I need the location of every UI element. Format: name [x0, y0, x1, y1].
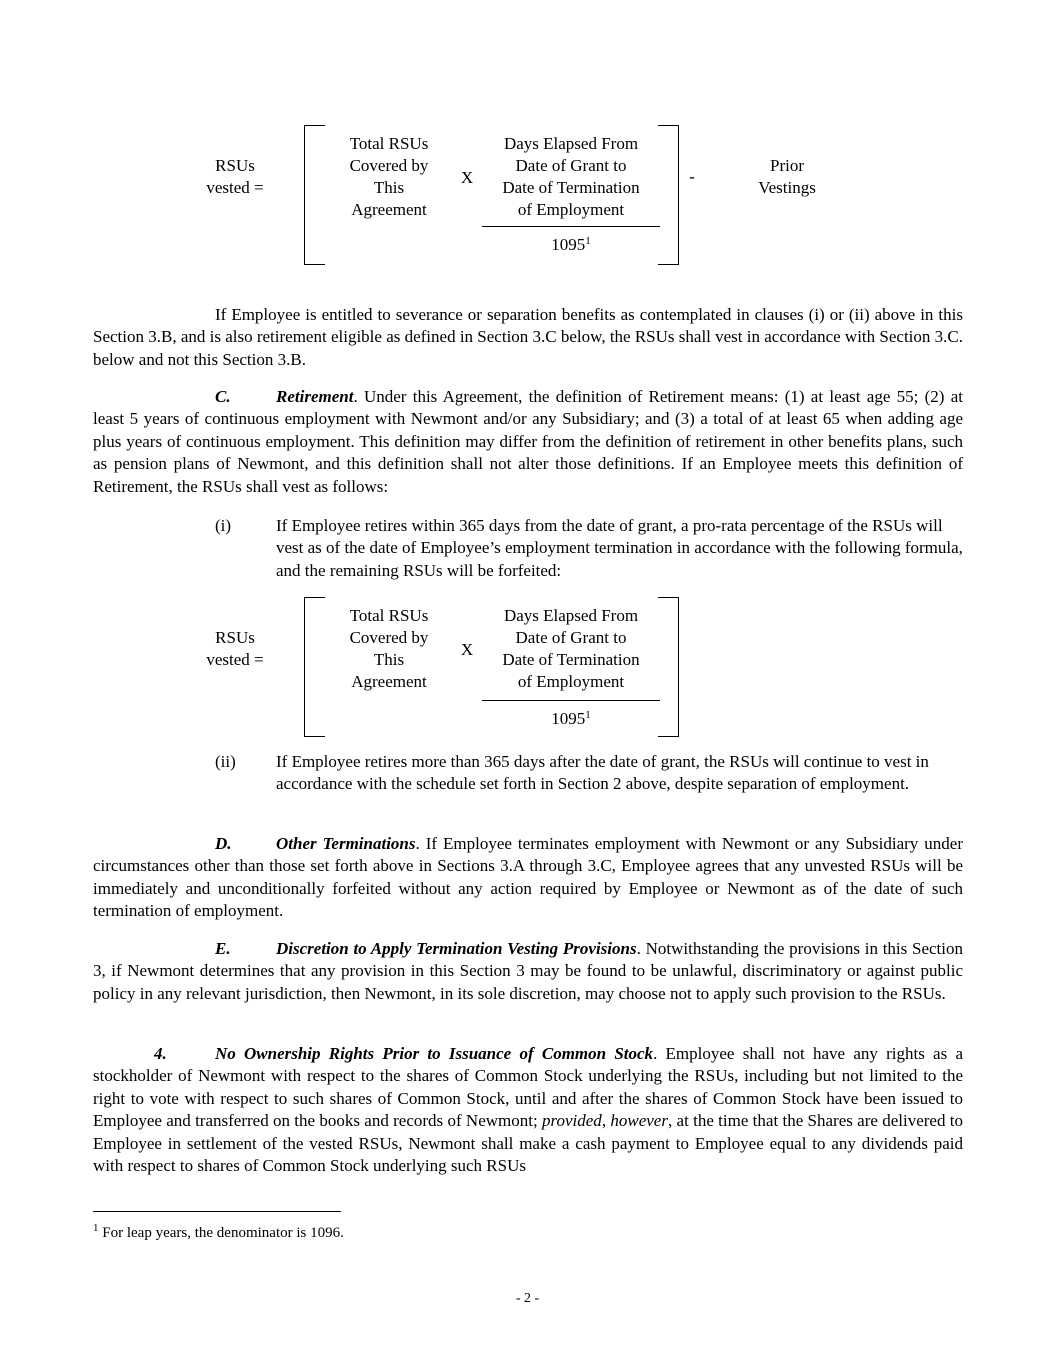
- section-c-title: Retirement: [276, 387, 354, 406]
- formula-lhs: RSUs vested =: [206, 156, 264, 197]
- section-4-ownership-rights: 4. No Ownership Rights Prior to Issuance of Common Stock. Employee shall not have any rights as a stockholder of Newmont with respect to the shares of Common Stock underlying the RSUs, including but not limited to the right to vote with respect to such shares of Common Stock, until and after the shares of Common Stock have been issued to Employee and transferred on the books and records of Newmont; provided, however, at the time that the Shares are delivered to Employee in settlement of the vested RSUs, Newmont shall make a cash payment to Employee equal to any dividends paid with respect to shares of Common Stock underlying such RSUs: [93, 1044, 963, 1176]
- left-bracket: [304, 125, 325, 265]
- formula-numerator: Days Elapsed From Date of Grant to Date of Termination of Employment: [502, 134, 640, 219]
- section-d-title: Other Terminations: [276, 834, 416, 853]
- section-c-label: C.: [215, 387, 231, 406]
- formula-times: X: [460, 168, 474, 187]
- left-bracket: [304, 597, 325, 737]
- fraction-bar: [482, 226, 660, 227]
- list-item-number: (i): [215, 516, 232, 535]
- right-bracket: [658, 125, 679, 265]
- formula-lhs: RSUs vested =: [206, 628, 264, 669]
- formula-total-rsus: Total RSUs Covered by This Agreement: [349, 606, 429, 691]
- section-d-other-terminations: D. Other Terminations. If Employee terminates employment with Newmont or any Subsidiary under circumstances other than those set forth above in Sections 3.A through 3.C, Employee agrees that any unvested RSUs will be immediately and unconditionally forfeited without any action required by Employee or Newmont as of the date of such termination of employment.: [93, 834, 963, 921]
- vesting-formula-2: [0, 594, 1055, 744]
- fraction-bar: [482, 700, 660, 701]
- section-e-title: Discretion to Apply Termination Vesting Provisions: [276, 939, 637, 958]
- footnote: $^1$ For leap years, the denominator is 1096.: [93, 1222, 344, 1241]
- formula-minus: -: [689, 167, 695, 186]
- list-item-text: If Employee retires within 365 days from the date of grant, a pro-rata percentage of the RSUs will vest as of the date of Employee’s employment termination in accordance with the following formula, and the remaining RSUs will be forfeited:: [276, 516, 963, 580]
- vesting-formula-1: [0, 122, 1055, 272]
- formula-denominator: 1095$^1$: [551, 235, 591, 254]
- formula-total-rsus: Total RSUs Covered by This Agreement: [349, 134, 429, 219]
- formula-prior-vestings: Prior Vestings: [758, 156, 816, 197]
- section-e-discretion: E. Discretion to Apply Termination Vesting Provisions. Notwithstanding the provisions in this Section 3, if Newmont determines that any provision in this Section 3 may be found to be unlawful, discriminatory or against public policy in any relevant jurisdiction, then Newmont, in its sole discretion, may choose not to apply such provision to the RSUs.: [93, 939, 964, 1003]
- formula-denominator: 1095$^1$: [551, 709, 591, 728]
- section-d-label: D.: [215, 834, 232, 853]
- list-item-number: (ii): [215, 752, 236, 771]
- right-bracket: [658, 597, 679, 737]
- list-item-text: If Employee retires more than 365 days after the date of grant, the RSUs will continue to vest in accordance with the schedule set forth in Section 2 above, despite separation of employment.: [276, 752, 929, 794]
- section-4-title: No Ownership Rights Prior to Issuance of Common Stock: [215, 1044, 654, 1063]
- section-c-retirement: C. Retirement. Under this Agreement, the definition of Retirement means: (1) at least age 55; (2) at least 5 years of continuous employment with Newmont and/or any Subsidiary; and (3) a total of at least 65 when adding age plus years of continuous employment. This definition may differ from the definition of retirement in other benefits plans, such as pension plans of Newmont, and this definition shall not alter those definitions. If an Employee meets this definition of Retirement, the RSUs shall vest as follows:: [93, 387, 963, 496]
- page-number: - 2 -: [515, 1291, 540, 1306]
- formula-numerator: Days Elapsed From Date of Grant to Date of Termination of Employment: [502, 606, 640, 691]
- section-e-label: E.: [215, 939, 231, 958]
- paragraph-severance: If Employee is entitled to severance or separation benefits as contemplated in clauses (i) or (ii) above in this Section 3.B, and is also retirement eligible as defined in Section 3.C below, the RSUs shall vest in accordance with Section 3.C. below and not this Section 3.B.: [93, 305, 963, 369]
- section-4-label: 4.: [154, 1044, 167, 1063]
- footnote-separator: [93, 1211, 341, 1212]
- formula-times: X: [460, 640, 474, 659]
